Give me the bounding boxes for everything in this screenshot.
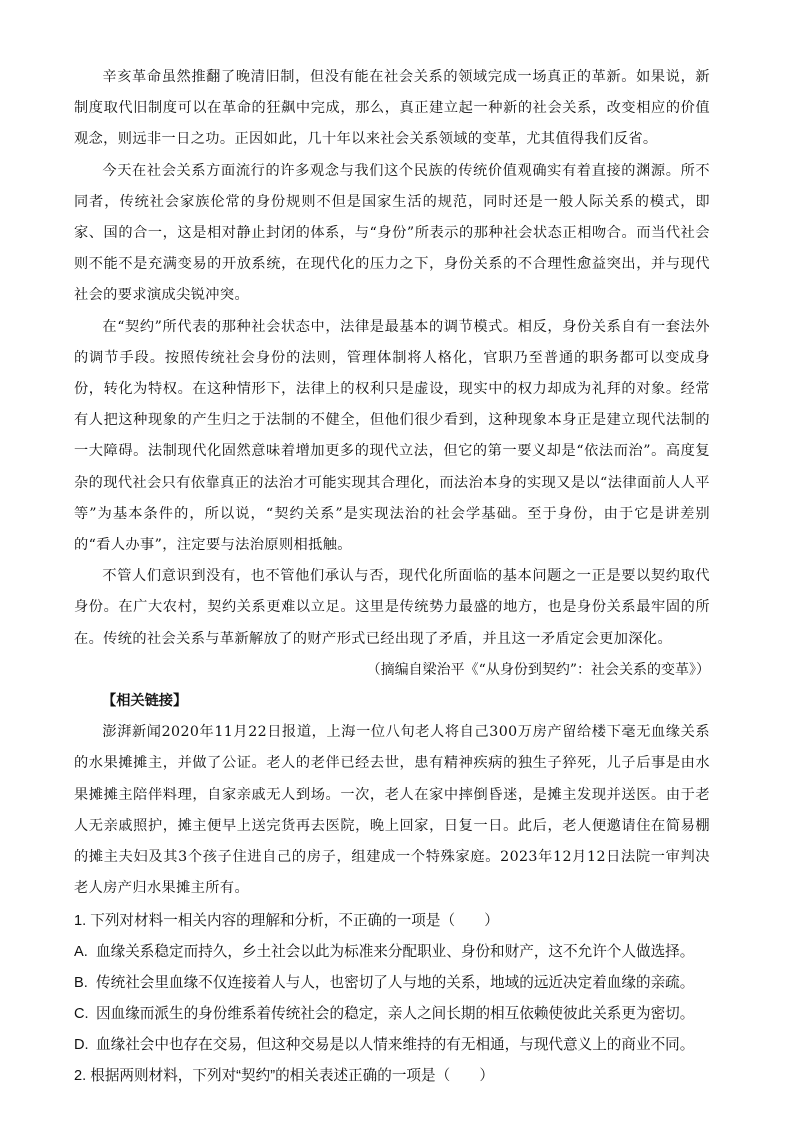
option-text: 血缘关系稳定而持久，乡土社会以此为标准来分配职业、身份和财产，这不允许个人做选择。 bbox=[96, 944, 695, 961]
option-text: 血缘社会中也存在交易，但这种交易是以人情来维持的有无相通，与现代意义上的商业不同。 bbox=[96, 1037, 695, 1054]
question-1-option-d[interactable] bbox=[74, 1030, 710, 1061]
passage-paragraph-1: 辛亥革命虽然推翻了晚清旧制，但没有能在社会关系的领域完成一场真正的革新。如果说，新制度取代旧制度可以在革命的狂飙中完成，那么，真正建立起一种新的社会关系，改变相应的价值观念，则远非一日之功。正因如此，几十年以来社会关系领域的变革，尤其值得我们反省。 bbox=[74, 69, 710, 148]
related-link-paragraph: 澎湃新闻2020年11月22日报道，上海一位八旬老人将自己300万房产留给楼下毫无血缘关系的水果摊摊主，并做了公证。老人的老伴已经去世，患有精神疾病的独生子猝死，儿子后事是由水果摊摊主陪伴料理，自家亲戚无人到场。一次，老人在家中摔倒昏迷，是摊主发现并送医。由于老人无亲戚照护，摊主便早上送完货再去医院，晚上回家，日复一日。此后，老人便邀请住在简易棚的摊主夫妇及其3个孩子住进自己的房子，组建成一个特殊家庭。2023年12月12日法院一审判决老人房产归水果摊主所有。 bbox=[74, 724, 710, 897]
option-letter: B. bbox=[74, 975, 88, 992]
option-letter: A. bbox=[74, 944, 88, 961]
related-link-heading: 【相关链接】 bbox=[102, 693, 188, 710]
option-text: 因血缘而派生的身份维系着传统社会的稳定，亲人之间长期的相互依赖使彼此关系更为密切。 bbox=[96, 1006, 695, 1023]
passage-paragraph-3: 在“契约”所代表的那种社会状态中，法律是最基本的调节模式。相反，身份关系自有一套法外的调节手段。按照传统社会身份的法则，管理体制将人格化，官职乃至普通的职务都可以变成身份，转化为特权。在这种情形下，法律上的权利只是虚设，现实中的权力却成为礼拜的对象。经常有人把这种现象的产生归之于法制的不健全，但他们很少看到，这种现象本身正是建立现代法制的一大障碍。法制现代化固然意味着增加更多的现代立法，但它的第一要义却是“依法而治”。高度复杂的现代社会只有依靠真正的法治才可能实现其合理化，而法治本身的实现又是以“法律面前人人平等”为基本条件的，所以说，“契约关系”是实现法治的社会学基础。至于身份，由于它是讲差别的“看人办事”，注定要与法治原则相抵触。 bbox=[74, 318, 710, 554]
question-2-stem: 2. 根据两则材料，下列对“契约”的相关表述正确的一项是（ ） bbox=[74, 1068, 494, 1085]
question-1-option-b[interactable] bbox=[74, 968, 710, 999]
option-text: 传统社会里血缘不仅连接着人与人，也密切了人与地的关系，地域的远近决定着血缘的亲疏。 bbox=[96, 975, 695, 992]
question-1-stem: 1. 下列对材料一相关内容的理解和分析，不正确的一项是（ ） bbox=[74, 913, 499, 930]
passage-paragraph-2: 今天在社会关系方面流行的许多观念与我们这个民族的传统价值观确实有着直接的渊源。所不同者，传统社会家族伦常的身份规则不但是国家生活的规范，同时还是一般人际关系的模式，即家、国的合一，这是相对静止封闭的体系，与“身份”所表示的那种社会状态正相吻合。而当代社会则不能不是充满变易的开放系统，在现代化的压力之下，身份关系的不合理性愈益突出，并与现代社会的要求演成尖锐冲突。 bbox=[74, 162, 710, 304]
related-link-section bbox=[74, 686, 710, 904]
questions bbox=[74, 906, 710, 1092]
question-1-option-a[interactable] bbox=[74, 937, 710, 968]
passage bbox=[74, 62, 710, 686]
passage-paragraph-4: 不管人们意识到没有，也不管他们承认与否，现代化所面临的基本问题之一正是要以契约取代身份。在广大农村，契约关系更难以立足。这里是传统势力最盛的地方，也是身份关系最牢固的所在。传统的社会关系与革新解放了的财产形式已经出现了矛盾，并且这一矛盾定会更加深化。 bbox=[74, 568, 710, 647]
passage-source: （摘编自梁治平《“从身份到契约”：社会关系的变革》） bbox=[366, 661, 710, 678]
option-letter: C. bbox=[74, 1006, 89, 1023]
question-1-option-c[interactable] bbox=[74, 999, 710, 1030]
option-letter: D. bbox=[74, 1037, 89, 1054]
